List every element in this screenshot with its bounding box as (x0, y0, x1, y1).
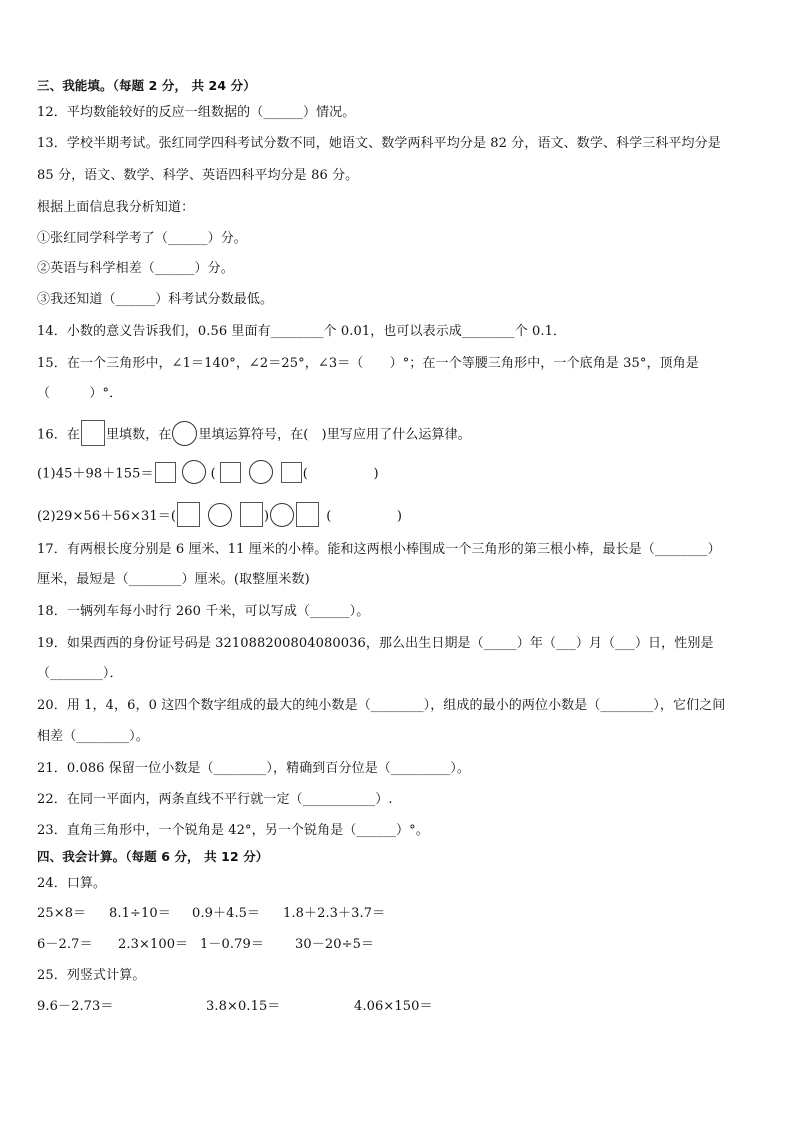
question-22: 22．在同一平面内，两条直线不平行就一定（___________）. (37, 792, 393, 807)
question-14: 14．小数的意义告诉我们，0.56 里面有________个 0.01，也可以表示成________个 0.1． (37, 324, 567, 339)
question-16 (37, 422, 764, 448)
question-23: 23．直角三角形中，一个锐角是 42°，另一个锐角是（______）°。 (37, 823, 429, 838)
answer-circle-icon (182, 460, 206, 484)
answer-circle-icon (270, 503, 294, 527)
oral-calc-row-1 (37, 906, 764, 924)
question-13-sub-1: ①张红同学科学考了（______）分。 (37, 231, 247, 246)
answer-box-icon (296, 502, 319, 527)
section-four-title: 四、我会计算。（每题 6 分， 共 12 分） (37, 849, 269, 864)
question-13-sub-2: ②英语与科学相差（______）分。 (37, 261, 234, 276)
vertical-calc-item: 9.6－2.73＝ (37, 999, 114, 1014)
question-25: 25．列竖式计算。 (37, 968, 146, 983)
question-13-line-1: 13．学校半期考试。张红同学四科考试分数不同，她语文、数学两科平均分是 82 分，语文、数学、科学三科平均分是 (37, 136, 721, 151)
oral-calc-item: 2.3×100＝ (118, 937, 189, 952)
oral-calc-item: 25×8＝ (37, 906, 87, 921)
question-17-line-2: 厘米，最短是（________）厘米。(取整厘米数) (37, 572, 310, 587)
answer-circle-icon (208, 503, 232, 527)
question-24: 24．口算。 (37, 876, 107, 891)
oral-calc-item: 0.9＋4.5＝ (192, 906, 261, 921)
question-20-line-1: 20．用 1，4，6，0 这四个数字组成的最大的纯小数是（________），组成的最小的两位小数是（________），它们之间 (37, 698, 726, 713)
q16-1-expression: (1)45＋98＋155＝ (37, 466, 154, 482)
question-18: 18．一辆列车每小时行 260 千米，可以写成（______）。 (37, 604, 370, 619)
question-16-part-2 (37, 504, 764, 530)
q16-text-3: 里填运算符号，在( )里写应用了什么运算律。 (198, 427, 471, 443)
answer-box-icon (281, 462, 302, 483)
question-16-part-1 (37, 462, 764, 488)
answer-circle-icon (249, 460, 273, 484)
q16-text-2: 里填数，在 (105, 427, 172, 443)
answer-box-icon (155, 462, 176, 483)
q16-2-close-paren: ) (264, 509, 270, 524)
operator-circle-icon (172, 421, 197, 446)
vertical-calc-row (37, 999, 764, 1017)
oral-calc-row-2 (37, 937, 764, 955)
question-21: 21．0.086 保留一位小数是（________），精确到百分位是（_________）。 (37, 761, 470, 776)
vertical-calc-item: 4.06×150＝ (354, 999, 433, 1014)
vertical-calc-item: 3.8×0.15＝ (206, 999, 281, 1014)
q16-1-open-paren: ( (210, 466, 216, 482)
q16-2-expression: (2)29×56＋56×31＝( (37, 509, 177, 524)
question-15-line-2: （ ）°． (37, 386, 123, 401)
question-12: 12．平均数能较好的反应一组数据的（______）情况。 (37, 105, 356, 120)
oral-calc-item: 6－2.7＝ (37, 937, 93, 952)
q16-1-law-blank: ( ) (302, 466, 379, 482)
oral-calc-item: 30－20÷5＝ (295, 937, 375, 952)
q16-2-law-blank: ( ) (326, 509, 403, 524)
oral-calc-item: 8.1÷10＝ (109, 906, 171, 921)
number-box-icon (81, 420, 105, 446)
section-three-title: 三、我能填。（每题 2 分， 共 24 分） (37, 78, 256, 93)
question-19-line-1: 19．如果西西的身份证号码是 321088200804080036，那么出生日期是（_____）年（___）月（___）日，性别是 (37, 636, 714, 651)
question-20-line-2: 相差（________）。 (37, 729, 149, 744)
question-13-sub-3: ③我还知道（______）科考试分数最低。 (37, 292, 274, 307)
answer-box-icon (177, 502, 200, 527)
oral-calc-item: 1.8＋2.3＋3.7＝ (283, 906, 386, 921)
answer-box-icon (240, 502, 263, 527)
question-13-line-2: 85 分，语文、数学、科学、英语四科平均分是 86 分。 (37, 168, 359, 183)
q16-text-1: 16．在 (37, 427, 80, 443)
question-19-line-2: （________）． (37, 666, 123, 681)
question-17-line-1: 17．有两根长度分别是 6 厘米、11 厘米的小棒。能和这两根小棒围成一个三角形的第三根小棒，最长是（________） (37, 542, 721, 557)
question-13-line-3: 根据上面信息我分析知道： (37, 200, 195, 215)
answer-box-icon (220, 462, 241, 483)
question-15-line-1: 15．在一个三角形中，∠1＝140°，∠2＝25°，∠3＝（ ）°；在一个等腰三角形中，一个底角是 35°，顶角是 (37, 356, 699, 371)
oral-calc-item: 1－0.79＝ (200, 937, 264, 952)
